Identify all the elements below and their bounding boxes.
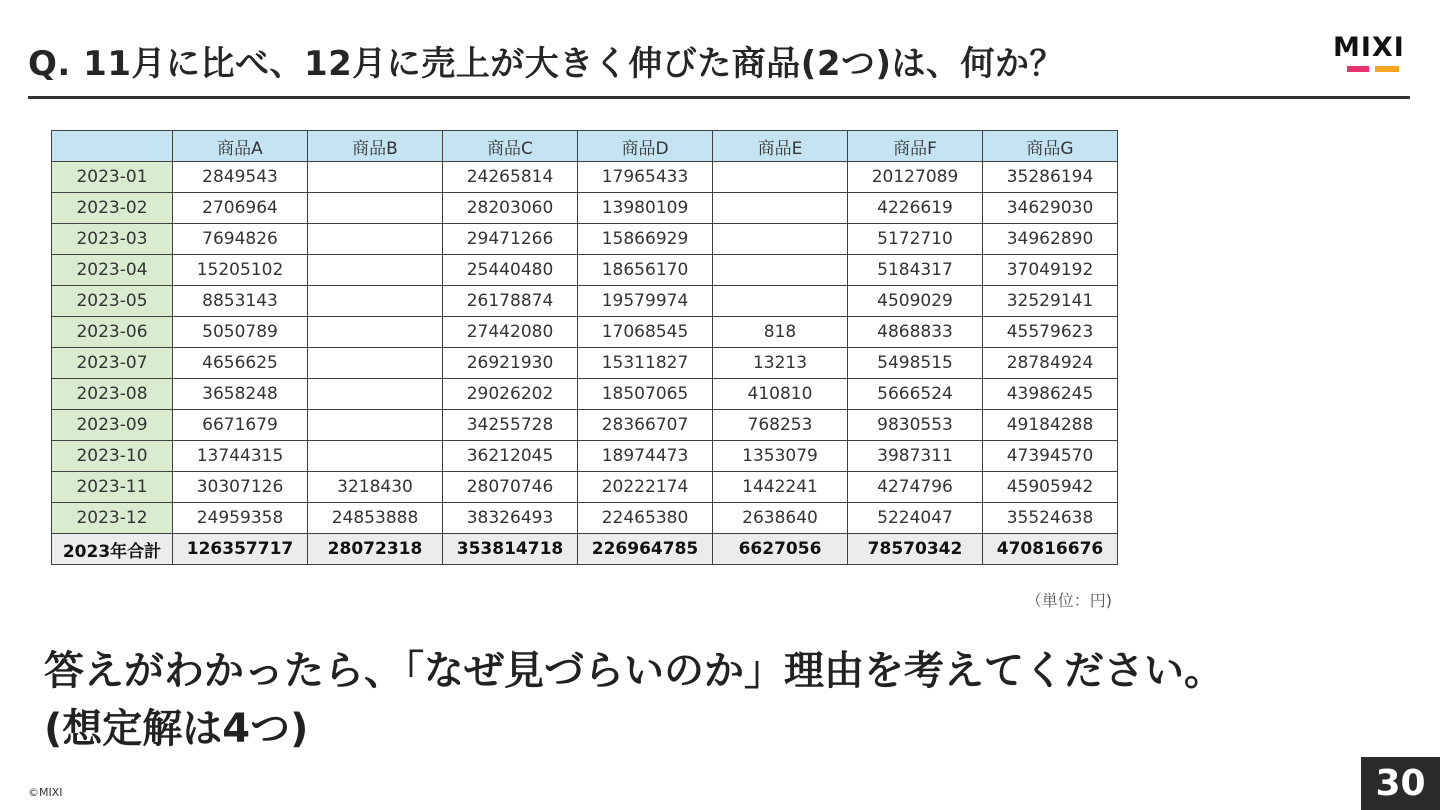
sales-cell-product-c: 26178874 [443,286,578,317]
sales-cell-product-a: 3658248 [173,379,308,410]
total-cell-product-e: 6627056 [713,534,848,565]
logo-text: MIXI [1333,32,1405,63]
table-header-row [52,131,1118,162]
sales-cell-product-f: 4226619 [848,193,983,224]
table-row [52,286,1118,317]
total-cell-product-d: 226964785 [578,534,713,565]
header-product-g: 商品G [983,131,1118,162]
month-cell: 2023-08 [52,379,173,410]
sales-cell-product-e: 2638640 [713,503,848,534]
sales-cell-product-d: 15866929 [578,224,713,255]
sales-cell-product-a: 5050789 [173,317,308,348]
month-cell: 2023-10 [52,441,173,472]
table-row [52,162,1118,193]
table-row [52,348,1118,379]
table-row [52,255,1118,286]
sales-cell-product-d: 18507065 [578,379,713,410]
header-product-b: 商品B [308,131,443,162]
sales-cell-product-g: 32529141 [983,286,1118,317]
sales-cell-product-c: 29471266 [443,224,578,255]
sales-cell-product-e: 1353079 [713,441,848,472]
header-product-d: 商品D [578,131,713,162]
sales-cell-product-b [308,193,443,224]
month-cell: 2023-04 [52,255,173,286]
total-cell-product-a: 126357717 [173,534,308,565]
total-cell-product-b: 28072318 [308,534,443,565]
month-cell: 2023-02 [52,193,173,224]
sales-cell-product-b [308,379,443,410]
sales-cell-product-c: 34255728 [443,410,578,441]
sales-cell-product-d: 17965433 [578,162,713,193]
sales-cell-product-e [713,162,848,193]
sales-cell-product-a: 30307126 [173,472,308,503]
sales-cell-product-c: 25440480 [443,255,578,286]
sales-cell-product-e [713,286,848,317]
month-cell: 2023-03 [52,224,173,255]
sales-cell-product-a: 15205102 [173,255,308,286]
discussion-prompt [44,642,1224,758]
sales-cell-product-d: 13980109 [578,193,713,224]
sales-cell-product-f: 4274796 [848,472,983,503]
sales-cell-product-g: 28784924 [983,348,1118,379]
sales-cell-product-d: 20222174 [578,472,713,503]
header-product-f: 商品F [848,131,983,162]
sales-cell-product-c: 27442080 [443,317,578,348]
sales-cell-product-b [308,348,443,379]
total-cell-product-g: 470816676 [983,534,1118,565]
table-row [52,317,1118,348]
sales-cell-product-e: 768253 [713,410,848,441]
sales-cell-product-c: 28070746 [443,472,578,503]
sales-cell-product-d: 28366707 [578,410,713,441]
total-label-cell: 2023年合計 [52,534,173,565]
sales-cell-product-b [308,317,443,348]
sales-cell-product-g: 43986245 [983,379,1118,410]
table-corner-cell [52,131,173,162]
sales-cell-product-b [308,255,443,286]
sales-cell-product-c: 36212045 [443,441,578,472]
header-product-c: 商品C [443,131,578,162]
header-product-e: 商品E [713,131,848,162]
month-cell: 2023-01 [52,162,173,193]
prompt-line-1: 答えがわかったら、「なぜ見づらいのか」理由を考えてください。 [44,648,1224,694]
logo-pink-bar [1347,66,1369,72]
unit-note: （単位：円) [1025,591,1112,610]
sales-cell-product-f: 5498515 [848,348,983,379]
sales-cell-product-f: 9830553 [848,410,983,441]
sales-cell-product-b [308,224,443,255]
sales-cell-product-f: 3987311 [848,441,983,472]
sales-cell-product-e: 13213 [713,348,848,379]
sales-cell-product-e [713,224,848,255]
month-cell: 2023-06 [52,317,173,348]
header-product-a: 商品A [173,131,308,162]
page-number: 30 [1361,757,1440,810]
sales-cell-product-a: 7694826 [173,224,308,255]
sales-cell-product-a: 13744315 [173,441,308,472]
sales-cell-product-e [713,193,848,224]
sales-cell-product-b [308,162,443,193]
sales-cell-product-c: 29026202 [443,379,578,410]
sales-table [51,130,1118,565]
sales-cell-product-f: 5666524 [848,379,983,410]
copyright: ©MIXI [28,786,63,799]
month-cell: 2023-07 [52,348,173,379]
sales-cell-product-f: 5224047 [848,503,983,534]
sales-cell-product-d: 22465380 [578,503,713,534]
table-body [52,162,1118,565]
sales-cell-product-a: 6671679 [173,410,308,441]
sales-cell-product-g: 37049192 [983,255,1118,286]
sales-cell-product-d: 17068545 [578,317,713,348]
table-row [52,503,1118,534]
sales-cell-product-a: 8853143 [173,286,308,317]
sales-cell-product-d: 18974473 [578,441,713,472]
month-cell: 2023-05 [52,286,173,317]
sales-cell-product-e [713,255,848,286]
sales-cell-product-c: 26921930 [443,348,578,379]
table-row [52,379,1118,410]
sales-cell-product-e: 1442241 [713,472,848,503]
table-total-row [52,534,1118,565]
sales-cell-product-g: 45905942 [983,472,1118,503]
sales-cell-product-c: 28203060 [443,193,578,224]
total-cell-product-c: 353814718 [443,534,578,565]
sales-cell-product-b [308,441,443,472]
mixi-logo [1333,34,1413,78]
sales-cell-product-g: 49184288 [983,410,1118,441]
sales-cell-product-a: 24959358 [173,503,308,534]
sales-cell-product-g: 35286194 [983,162,1118,193]
title-divider [28,96,1410,99]
month-cell: 2023-12 [52,503,173,534]
sales-cell-product-g: 35524638 [983,503,1118,534]
sales-cell-product-d: 19579974 [578,286,713,317]
sales-cell-product-c: 24265814 [443,162,578,193]
slide-title: Q. 11月に比べ、12月に売上が大きく伸びた商品(2つ)は、何か？ [28,44,1065,84]
sales-cell-product-d: 15311827 [578,348,713,379]
prompt-line-2: (想定解は4つ) [44,706,309,752]
sales-cell-product-g: 47394570 [983,441,1118,472]
sales-cell-product-g: 34629030 [983,193,1118,224]
sales-cell-product-f: 5172710 [848,224,983,255]
sales-cell-product-b [308,410,443,441]
sales-cell-product-e: 818 [713,317,848,348]
table-row [52,224,1118,255]
sales-cell-product-b [308,286,443,317]
sales-cell-product-f: 20127089 [848,162,983,193]
sales-cell-product-g: 34962890 [983,224,1118,255]
total-cell-product-f: 78570342 [848,534,983,565]
sales-cell-product-e: 410810 [713,379,848,410]
table-row [52,472,1118,503]
sales-cell-product-a: 2849543 [173,162,308,193]
sales-cell-product-g: 45579623 [983,317,1118,348]
table-row [52,193,1118,224]
sales-cell-product-a: 2706964 [173,193,308,224]
sales-cell-product-f: 4868833 [848,317,983,348]
sales-cell-product-d: 18656170 [578,255,713,286]
month-cell: 2023-09 [52,410,173,441]
month-cell: 2023-11 [52,472,173,503]
table-row [52,410,1118,441]
sales-cell-product-b: 24853888 [308,503,443,534]
table-row [52,441,1118,472]
sales-cell-product-b: 3218430 [308,472,443,503]
sales-cell-product-a: 4656625 [173,348,308,379]
sales-cell-product-f: 4509029 [848,286,983,317]
logo-orange-bar [1375,66,1399,72]
sales-cell-product-f: 5184317 [848,255,983,286]
sales-cell-product-c: 38326493 [443,503,578,534]
